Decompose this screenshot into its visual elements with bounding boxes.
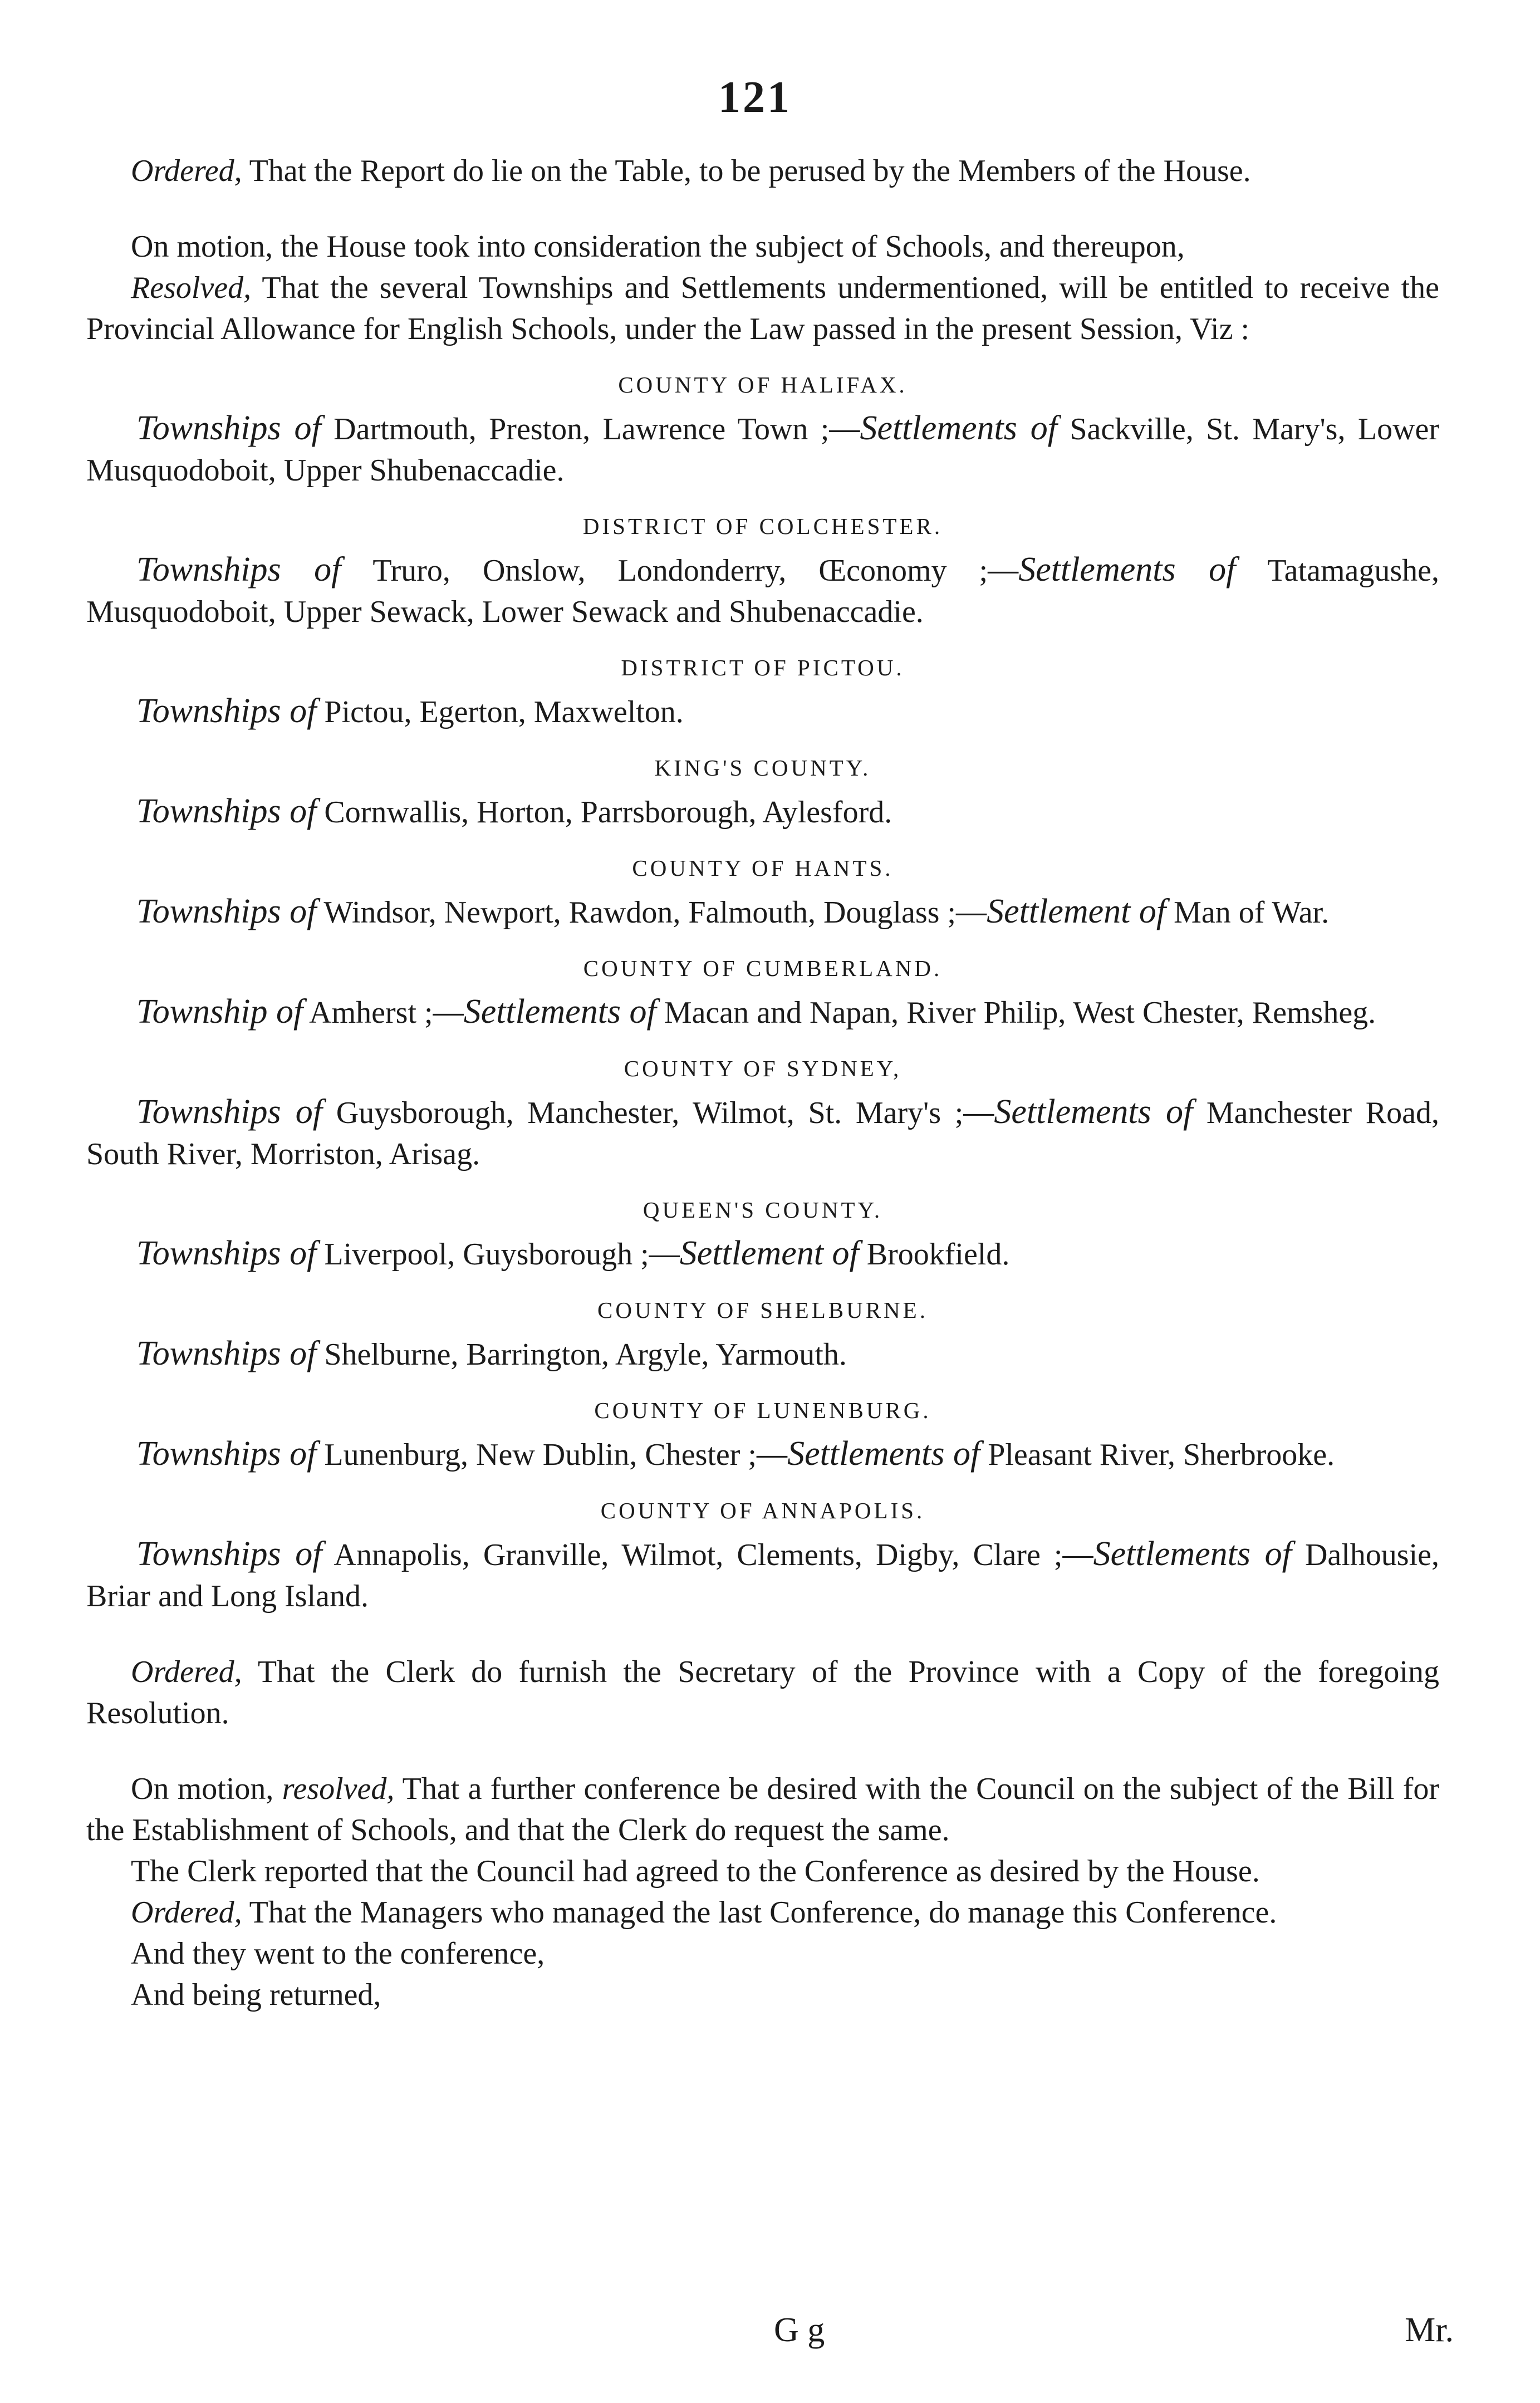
townships-places: Guysborough, Manchester, Wilmot, St. Mary's ; bbox=[322, 1096, 964, 1130]
settlements-places: Dalhousie, Briar and Long Island. bbox=[86, 1538, 1440, 1614]
settlements-lead: —Settlements of bbox=[433, 993, 656, 1031]
county-heading: QUEEN'S COUNTY. bbox=[643, 1197, 883, 1223]
townships-places: Liverpool, Guysborough ; bbox=[316, 1237, 649, 1272]
county-townships bbox=[86, 549, 1439, 632]
county-townships bbox=[86, 1233, 1439, 1275]
county-section bbox=[86, 364, 1439, 491]
county-heading: DISTRICT OF COLCHESTER. bbox=[582, 513, 943, 539]
townships-places: Lunenburg, New Dublin, Chester ; bbox=[316, 1438, 757, 1472]
settlements-places: Man of War. bbox=[1166, 895, 1330, 930]
townships-places: Shelburne, Barrington, Argyle, Yarmouth. bbox=[316, 1337, 847, 1372]
county-townships bbox=[86, 1433, 1439, 1475]
paragraph-clerk-reported: The Clerk reported that the Council had agreed to the Conference as desired by the House. bbox=[131, 1854, 1260, 1889]
county-townships bbox=[86, 690, 1439, 733]
paragraph-went-to-conference: And they went to the conference, bbox=[131, 1936, 545, 1971]
settlements-lead: —Settlement of bbox=[956, 892, 1166, 930]
settlements-places: Brookfield. bbox=[859, 1237, 1010, 1272]
county-section bbox=[86, 747, 1439, 833]
townships-lead: Townships of bbox=[136, 1535, 322, 1573]
county-heading: COUNTY OF HANTS. bbox=[632, 855, 894, 881]
county-section bbox=[86, 1048, 1439, 1175]
county-townships bbox=[86, 891, 1439, 933]
county-section bbox=[86, 506, 1439, 632]
resolved-text: That the several Townships and Settlements undermentioned, will be entitled to receive the Provincial Allowance for English Schools, under the Law passed in the present Session, Viz : bbox=[86, 271, 1439, 346]
townships-places: Windsor, Newport, Rawdon, Falmouth, Douglass ; bbox=[316, 895, 956, 930]
county-section bbox=[86, 948, 1439, 1033]
townships-lead: Townships of bbox=[136, 551, 341, 589]
townships-places: Amherst ; bbox=[303, 995, 433, 1030]
settlements-places: Sackville, St. Mary's, Lower Musquodoboit, Upper Shubenaccadie. bbox=[86, 412, 1440, 488]
townships-places: Annapolis, Granville, Wilmot, Clements, Digby, Clare ; bbox=[322, 1538, 1063, 1572]
paragraph-further-conference bbox=[86, 1768, 1439, 1851]
ordered-lead: Ordered, bbox=[131, 1895, 242, 1930]
settlements-places: Manchester Road, South River, Morriston, Arisag. bbox=[86, 1096, 1439, 1171]
ordered-lead: Ordered, bbox=[131, 154, 242, 188]
county-townships bbox=[86, 1091, 1439, 1175]
ordered-report-text: That the Report do lie on the Table, to be perused by the Members of the House. bbox=[242, 154, 1251, 188]
settlements-lead: —Settlements of bbox=[829, 409, 1057, 447]
townships-lead: Townships of bbox=[136, 1335, 317, 1372]
county-list bbox=[86, 364, 1439, 1617]
further-conference-text: That a further conference be desired with the Council on the subject of the Bill for the Establishment of Schools, and that the Clerk do request the same. bbox=[86, 1772, 1440, 1847]
townships-places: Dartmouth, Preston, Lawrence Town ; bbox=[321, 412, 830, 447]
settlements-lead: —Settlements of bbox=[756, 1435, 980, 1473]
page-number: 121 bbox=[718, 73, 792, 122]
county-townships bbox=[86, 1333, 1439, 1375]
county-section bbox=[86, 647, 1439, 733]
county-section bbox=[86, 847, 1439, 933]
townships-places: Cornwallis, Horton, Parrsborough, Aylesford. bbox=[316, 795, 892, 830]
county-section bbox=[86, 1189, 1439, 1275]
paragraph-ordered-report bbox=[86, 150, 1439, 192]
county-heading: KING'S COUNTY. bbox=[654, 755, 871, 781]
paragraph-motion-schools: On motion, the House took into consideration the subject of Schools, and thereupon, bbox=[131, 229, 1185, 264]
ordered-lead: Ordered, bbox=[131, 1655, 242, 1689]
settlements-places: Tatamagushe, Musquodoboit, Upper Sewack, Lower Sewack and Shubenaccadie. bbox=[86, 553, 1439, 629]
county-heading: DISTRICT OF PICTOU. bbox=[621, 655, 905, 680]
townships-lead: Townships of bbox=[136, 792, 317, 830]
resolved-lead: Resolved, bbox=[131, 271, 252, 305]
paragraph-resolved bbox=[86, 267, 1439, 350]
resolved-inline: resolved, bbox=[273, 1772, 395, 1806]
catchword: Mr. bbox=[1405, 2311, 1454, 2349]
townships-places: Pictou, Egerton, Maxwelton. bbox=[316, 695, 684, 729]
paragraph-ordered-managers bbox=[86, 1892, 1439, 1933]
county-townships bbox=[86, 408, 1439, 491]
settlements-places: Macan and Napan, River Philip, West Chester, Remsheg. bbox=[656, 995, 1376, 1030]
county-townships bbox=[86, 991, 1439, 1033]
townships-lead: Township of bbox=[136, 993, 303, 1031]
county-heading: COUNTY OF SYDNEY, bbox=[624, 1056, 902, 1081]
signature-mark: G g bbox=[774, 2311, 825, 2349]
county-townships bbox=[86, 791, 1439, 833]
settlements-lead: —Settlements of bbox=[988, 551, 1236, 589]
townships-lead: Townships of bbox=[136, 1435, 317, 1473]
county-heading: COUNTY OF ANNAPOLIS. bbox=[600, 1498, 925, 1523]
county-heading: COUNTY OF HALIFAX. bbox=[618, 372, 908, 398]
ordered-copy-text: That the Clerk do furnish the Secretary of the Province with a Copy of the foregoing Resolution. bbox=[86, 1655, 1439, 1730]
county-section bbox=[86, 1289, 1439, 1375]
townships-lead: Townships of bbox=[136, 892, 317, 930]
page-body bbox=[86, 150, 1439, 2015]
county-heading: COUNTY OF LUNENBURG. bbox=[594, 1397, 931, 1423]
county-heading: COUNTY OF CUMBERLAND. bbox=[583, 955, 943, 981]
settlements-places: Pleasant River, Sherbrooke. bbox=[980, 1438, 1335, 1472]
townships-lead: Townships of bbox=[136, 692, 317, 730]
paragraph-ordered-copy bbox=[86, 1651, 1439, 1734]
ordered-managers-text: That the Managers who managed the last Conference, do manage this Conference. bbox=[242, 1895, 1277, 1930]
townships-places: Truro, Onslow, Londonderry, Œconomy ; bbox=[341, 553, 988, 588]
paragraph-being-returned: And being returned, bbox=[131, 1978, 381, 2012]
townships-lead: Townships of bbox=[136, 1234, 317, 1272]
settlements-lead: —Settlements of bbox=[1062, 1535, 1292, 1573]
motion-lead: On motion, bbox=[131, 1772, 274, 1806]
townships-lead: Townships of bbox=[136, 409, 321, 447]
townships-lead: Townships of bbox=[136, 1093, 323, 1131]
settlements-lead: —Settlement of bbox=[649, 1234, 859, 1272]
county-townships bbox=[86, 1533, 1439, 1617]
settlements-lead: —Settlements of bbox=[963, 1093, 1193, 1131]
county-heading: COUNTY OF SHELBURNE. bbox=[597, 1297, 928, 1323]
county-section bbox=[86, 1390, 1439, 1475]
county-section bbox=[86, 1490, 1439, 1617]
